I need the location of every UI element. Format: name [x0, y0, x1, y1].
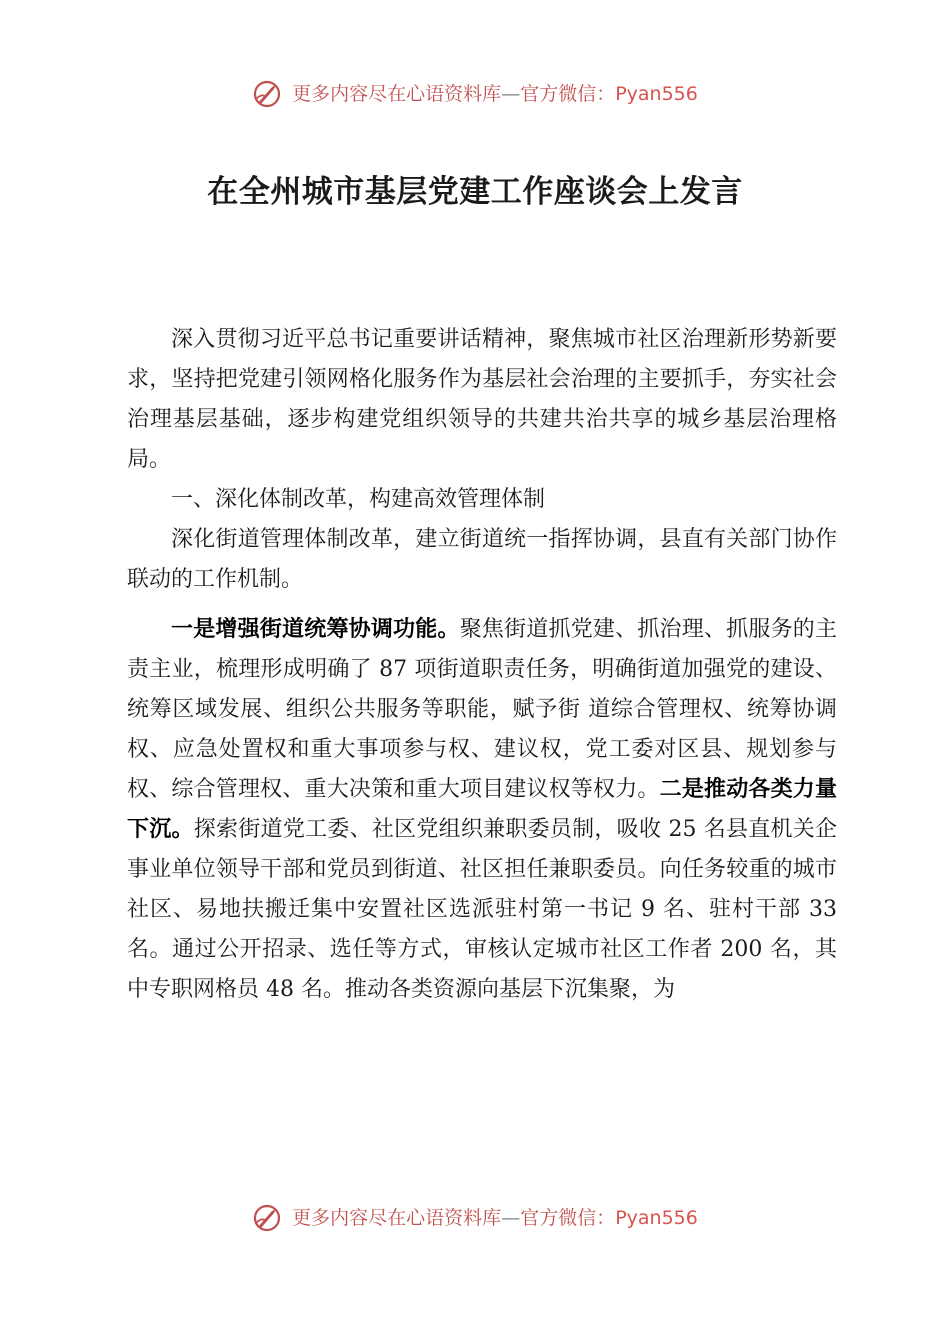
- quill-logo-icon: [252, 79, 282, 109]
- watermark-dash: —: [501, 83, 521, 105]
- watermark-account: Pyan556: [615, 1207, 698, 1229]
- watermark-prefix: 更多内容尽在心语资料库: [292, 83, 502, 105]
- point1-lead: 一是增强街道统筹协调功能。: [171, 617, 460, 642]
- watermark-prefix: 更多内容尽在心语资料库: [292, 1207, 502, 1229]
- watermark-label: 官方微信：: [520, 1207, 616, 1229]
- footer-watermark: [0, 1202, 950, 1233]
- point1-body: 聚焦街道抓党建、抓治理、抓服务的主责主业，梳理形成明确了 87 项街道职责任务，明确街道加强党的建设、统筹区域发展、组织公共服务等职能，赋予街 道综合管理权、统筹协调权、应急处置权和重大事项参与权、建议权，党工委对区县、规划参与权、综合管理权、重大决策和重大项目建议权等权力。: [127, 617, 837, 802]
- detail-paragraph: [127, 610, 837, 1010]
- header-watermark: [0, 78, 950, 109]
- watermark-dash: —: [501, 1207, 521, 1229]
- section-heading: 一、深化体制改革，构建高效管理体制: [171, 487, 546, 512]
- section-summary-paragraph: 深化街道管理体制改革，建立街道统一指挥协调，县直有关部门协作联动的工作机制。: [127, 527, 837, 592]
- watermark-account: Pyan556: [615, 83, 698, 105]
- point2-lead: 二是推动各类力量下沉。: [127, 777, 837, 842]
- point2-body: 探索街道党工委、社区党组织兼职委员制，吸收 25 名县直机关企事业单位领导干部和党员到街道、社区担任兼职委员。向任务较重的城市社区、易地扶搬迁集中安置社区选派驻村第一书记 9 名、驻村干部 33 名。通过公开招录、选任等方式，审核认定城市社区工作者 200 名，其中专职网格员 48 名。推动各类资源向基层下沉集聚，为: [127, 817, 837, 1002]
- document-title: 在全州城市基层党建工作座谈会上发言: [207, 174, 743, 210]
- document-body: [127, 320, 837, 1010]
- intro-paragraph: 深入贯彻习近平总书记重要讲话精神，聚焦城市社区治理新形势新要求，坚持把党建引领网格化服务作为基层社会治理的主要抓手，夯实社会治理基层基础，逐步构建党组织领导的共建共治共享的城乡基层治理格局。: [127, 327, 837, 472]
- watermark-text: [292, 83, 698, 105]
- watermark-label: 官方微信：: [520, 83, 616, 105]
- watermark-text: [292, 1207, 698, 1229]
- quill-logo-icon: [252, 1203, 282, 1233]
